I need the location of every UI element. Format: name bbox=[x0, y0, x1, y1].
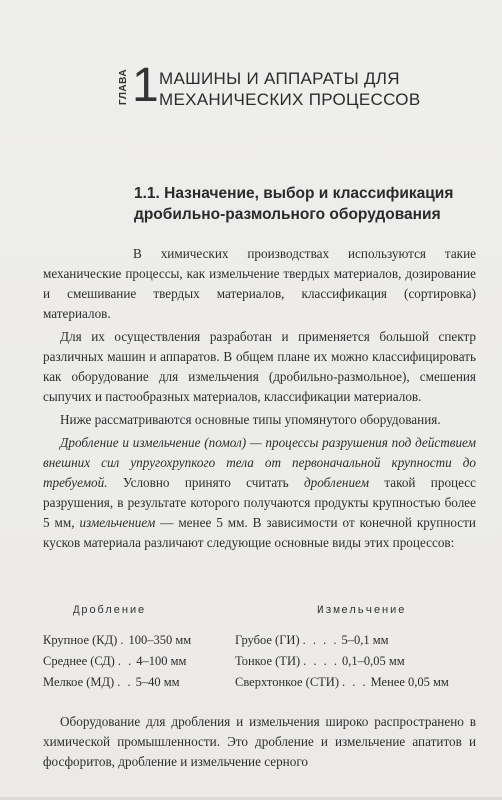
chapter-title-line-2: МЕХАНИЧЕСКИХ ПРОЦЕССОВ bbox=[159, 90, 421, 109]
grinding-header: Измельчение bbox=[317, 605, 407, 617]
row-dots: . . . . bbox=[302, 633, 339, 647]
chapter-title-line-1: МАШИНЫ И АППАРАТЫ ДЛЯ bbox=[159, 69, 400, 88]
grinding-row bbox=[235, 672, 480, 693]
crushing-row bbox=[43, 672, 233, 693]
row-range: 5–0,1 мм bbox=[341, 633, 389, 647]
section-heading-line-2: дробильно-размольного оборудования bbox=[134, 206, 441, 223]
definition-text-2: такой процесс разрушения, в результате которого получаются продукты крупностью более 5 мм, bbox=[43, 475, 476, 530]
row-dots: . . bbox=[117, 675, 133, 689]
grinding-column bbox=[235, 605, 480, 693]
term-crushing: дроблением bbox=[304, 475, 369, 490]
definition-text-3: — менее 5 мм. В зависимости от конечной крупности кусков материала различают следующие основные виды этих процессов: bbox=[43, 515, 476, 550]
row-name: Среднее (СД) bbox=[43, 654, 115, 668]
row-range: 0,1–0,05 мм bbox=[342, 654, 405, 668]
crushing-header: Дробление bbox=[73, 605, 146, 617]
row-dots: . . . bbox=[341, 675, 368, 689]
row-name: Тонкое (ТИ) bbox=[235, 654, 301, 668]
paragraph-equipment: Для их осуществления разработан и применяется большой спектр различных машин и аппаратов. В общем плане их можно классифицировать как оборудование для измельчения (дробильно-размольное), смешения сыпучих и пастообразных материалов, классификации материалов. bbox=[43, 329, 476, 404]
chapter-header bbox=[112, 60, 482, 120]
row-dots: . bbox=[120, 633, 126, 647]
definition-italic: Дробление и измельчение (помол) — процессы разрушения под действием внешних сил упругохрупкого тела от первоначальной крупности до требуемой. bbox=[43, 435, 476, 490]
row-dots: . . bbox=[117, 654, 134, 668]
row-name: Мелкое (МД) bbox=[43, 675, 115, 689]
section-heading bbox=[134, 183, 479, 225]
grinding-row bbox=[235, 651, 480, 672]
section-heading-line-1: 1.1. Назначение, выбор и классификация bbox=[134, 185, 454, 202]
crushing-row bbox=[43, 630, 233, 651]
definition-text-1: Условно принято считать bbox=[107, 475, 304, 490]
term-grinding: измельчением bbox=[79, 515, 156, 530]
paragraph-overview: Ниже рассматриваются основные типы упомянутого оборудования. bbox=[60, 412, 441, 427]
row-range: 5–40 мм bbox=[135, 675, 180, 689]
body-text-continuation bbox=[43, 712, 476, 772]
chapter-title bbox=[159, 68, 420, 110]
row-range: Менее 0,05 мм bbox=[370, 675, 449, 689]
row-range: 4–100 мм bbox=[136, 654, 187, 668]
crushing-row bbox=[43, 651, 233, 672]
paragraph-intro: В химических производствах используются такие механические процессы, как измельчение твердых материалов, дозирование и смешивание твердых материалов, классификация (сортировка) материалов. bbox=[43, 246, 476, 321]
chapter-number: 1 bbox=[132, 59, 159, 112]
paragraph-definition bbox=[43, 433, 476, 553]
grinding-row bbox=[235, 630, 480, 651]
body-text bbox=[43, 244, 476, 556]
chapter-label: ГЛАВА bbox=[118, 68, 129, 105]
paragraph-equipment-usage: Оборудование для дробления и измельчения широко распространено в химической промышленности. Это дробление и измельчение апатитов и фосфоритов, дробление и измельчение серного bbox=[43, 714, 476, 769]
row-range: 100–350 мм bbox=[128, 633, 192, 647]
row-name: Грубое (ГИ) bbox=[235, 633, 300, 647]
row-dots: . . . . bbox=[303, 654, 340, 668]
row-name: Сверхтонкое (СТИ) bbox=[235, 675, 339, 689]
row-name: Крупное (КД) bbox=[43, 633, 118, 647]
crushing-column bbox=[43, 605, 233, 693]
